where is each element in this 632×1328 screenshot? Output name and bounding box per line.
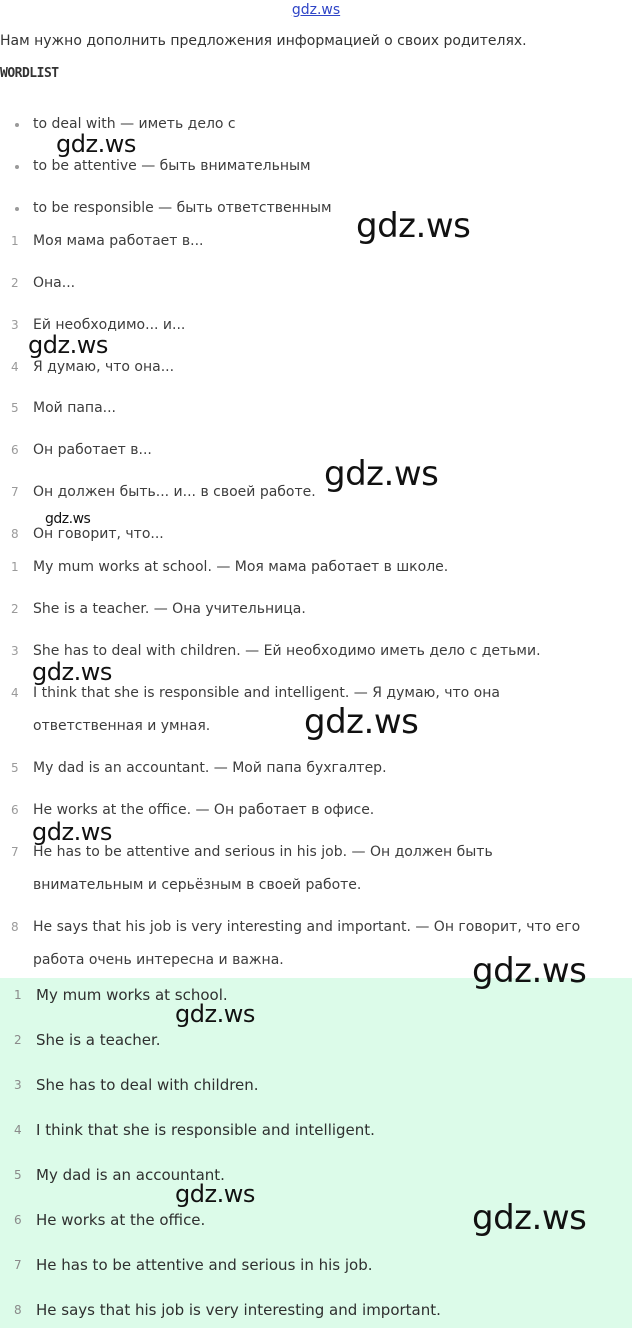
prompt-text: Он работает в... bbox=[33, 442, 152, 458]
answer-text: She is a teacher. bbox=[36, 1031, 161, 1049]
watermark: gdz.ws bbox=[472, 1198, 587, 1238]
item-number: 2 bbox=[11, 602, 19, 616]
prompt-text: Я думаю, что она... bbox=[33, 359, 175, 375]
translation-text: She is a teacher. — Она учительница. bbox=[33, 601, 306, 617]
item-number: 7 bbox=[11, 485, 19, 499]
prompt-text: Он говорит, что... bbox=[33, 526, 164, 542]
watermark: gdz.ws bbox=[175, 1000, 255, 1028]
item-number: 8 bbox=[11, 527, 19, 541]
item-number: 8 bbox=[11, 920, 19, 934]
bullet-icon bbox=[15, 207, 19, 211]
translation-text: My dad is an accountant. — Мой папа бухгалтер. bbox=[33, 760, 387, 776]
bullet-icon bbox=[15, 123, 19, 127]
answer-text: My mum works at school. bbox=[36, 986, 228, 1004]
watermark: gdz.ws bbox=[304, 702, 419, 742]
item-number: 6 bbox=[11, 803, 19, 817]
item-number: 4 bbox=[11, 686, 19, 700]
prompt-text: Она... bbox=[33, 275, 76, 291]
wordlist-item-text: to deal with — иметь дело с bbox=[33, 116, 236, 132]
translation-text: He works at the office. — Он работает в офисе. bbox=[33, 802, 375, 818]
item-number: 3 bbox=[11, 644, 19, 658]
translation-text: She has to deal with children. — Ей необходимо иметь дело с детьми. bbox=[33, 643, 541, 659]
answer-text: He works at the office. bbox=[36, 1211, 206, 1229]
answer-text: My dad is an accountant. bbox=[36, 1166, 225, 1184]
translation-text: внимательным и серьёзным в своей работе. bbox=[33, 877, 362, 893]
prompt-text: Он должен быть... и... в своей работе. bbox=[33, 484, 316, 500]
prompt-text: Моя мама работает в... bbox=[33, 233, 204, 249]
item-number: 2 bbox=[11, 276, 19, 290]
watermark: gdz.ws bbox=[324, 454, 439, 494]
prompt-text: Ей необходимо... и... bbox=[33, 317, 186, 333]
item-number: 6 bbox=[11, 443, 19, 457]
item-number: 5 bbox=[11, 761, 19, 775]
translation-text: My mum works at school. — Моя мама работает в школе. bbox=[33, 559, 449, 575]
watermark: gdz.ws bbox=[56, 130, 136, 158]
site-link[interactable]: gdz.ws bbox=[291, 2, 341, 18]
item-number: 8 bbox=[14, 1303, 22, 1317]
translation-text: He says that his job is very interesting and important. — Он говорит, что его bbox=[33, 919, 581, 935]
item-number: 5 bbox=[11, 401, 19, 415]
item-number: 3 bbox=[11, 318, 19, 332]
watermark: gdz.ws bbox=[45, 511, 91, 527]
item-number: 7 bbox=[14, 1258, 22, 1272]
watermark: gdz.ws bbox=[472, 951, 587, 991]
item-number: 6 bbox=[14, 1213, 22, 1227]
item-number: 1 bbox=[11, 234, 19, 248]
watermark: gdz.ws bbox=[175, 1180, 255, 1208]
translation-text: работа очень интересна и важна. bbox=[33, 952, 284, 968]
item-number: 1 bbox=[14, 988, 22, 1002]
item-number: 4 bbox=[11, 360, 19, 374]
translation-text: ответственная и умная. bbox=[33, 718, 211, 734]
item-number: 7 bbox=[11, 845, 19, 859]
answer-text: She has to deal with children. bbox=[36, 1076, 259, 1094]
answer-panel bbox=[0, 978, 632, 1328]
task-instruction: Нам нужно дополнить предложения информацией о своих родителях. bbox=[0, 33, 527, 49]
wordlist-heading: WORDLIST bbox=[0, 66, 59, 81]
translation-text: I think that she is responsible and intelligent. — Я думаю, что она bbox=[33, 685, 500, 701]
answer-text: He says that his job is very interesting and important. bbox=[36, 1301, 441, 1319]
item-number: 4 bbox=[14, 1123, 22, 1137]
wordlist-item-text: to be attentive — быть внимательным bbox=[33, 158, 311, 174]
watermark: gdz.ws bbox=[356, 206, 471, 246]
prompt-text: Мой папа... bbox=[33, 400, 117, 416]
translation-text: He has to be attentive and serious in his job. — Он должен быть bbox=[33, 844, 493, 860]
item-number: 2 bbox=[14, 1033, 22, 1047]
item-number: 5 bbox=[14, 1168, 22, 1182]
answer-text: I think that she is responsible and intelligent. bbox=[36, 1121, 375, 1139]
answer-text: He has to be attentive and serious in his job. bbox=[36, 1256, 373, 1274]
watermark: gdz.ws bbox=[32, 658, 112, 686]
wordlist-item-text: to be responsible — быть ответственным bbox=[33, 200, 332, 216]
bullet-icon bbox=[15, 165, 19, 169]
watermark: gdz.ws bbox=[28, 331, 108, 359]
item-number: 3 bbox=[14, 1078, 22, 1092]
item-number: 1 bbox=[11, 560, 19, 574]
watermark: gdz.ws bbox=[32, 818, 112, 846]
